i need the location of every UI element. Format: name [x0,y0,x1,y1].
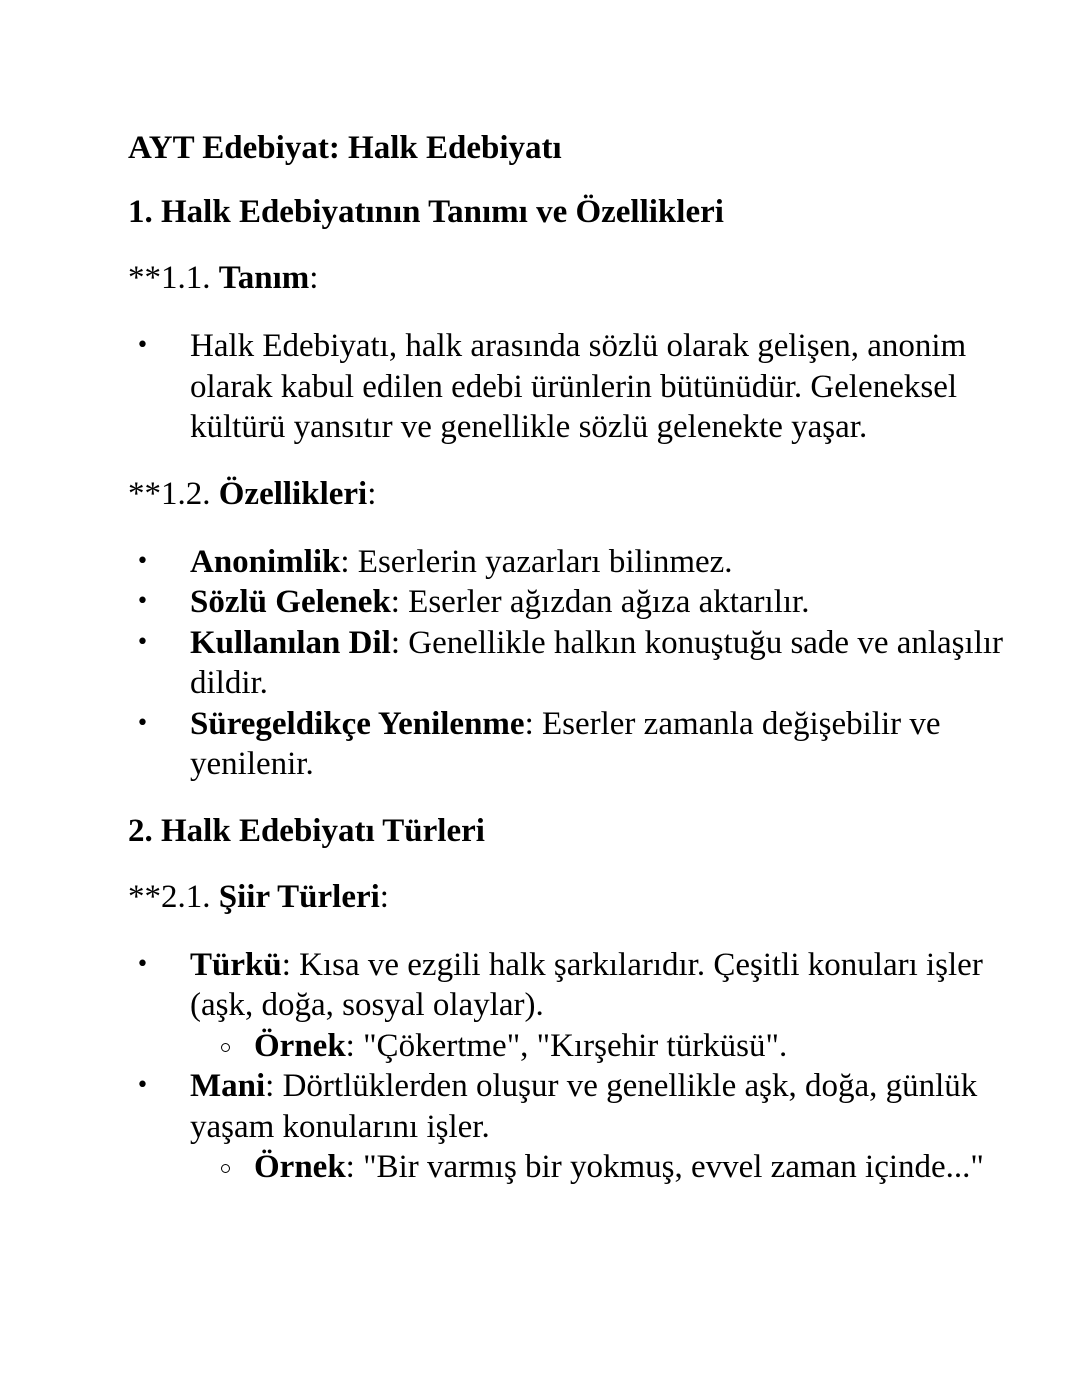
subsection-label: Şiir Türleri [218,878,380,915]
list-item-text: : Eserler zamanla değişebilir ve yenilenir. [190,705,941,782]
example-term: Örnek [254,1149,346,1185]
subsection-suffix: : [379,878,389,915]
section-1-heading: 1. Halk Edebiyatının Tanımı ve Özellikleri [128,194,724,230]
example-list [190,1026,1008,1067]
list-item-term: Türkü [190,946,282,983]
subsection-prefix: **2.1. [128,878,219,915]
list-item-text: : Eserler ağızdan ağıza aktarılır. [390,584,810,620]
subsection-label: Tanım [218,260,310,296]
subsection-1-2-heading [128,474,1008,514]
list-item-term: Sözlü Gelenek [190,584,391,620]
list-item-term: Süregeldikçe Yenilenme [190,705,525,742]
subsection-prefix: **1.1. [128,260,219,296]
subsection-suffix: : [309,260,319,296]
poetry-types-list [128,945,1008,1188]
list-item-term: Anonimlik [190,543,341,580]
document-title: AYT Edebiyat: Halk Edebiyatı [128,130,562,166]
list-item [128,326,1008,448]
list-item [128,623,1008,704]
list-item-term: Kullanılan Dil [190,624,391,661]
list-item-text: : Dörtlüklerden oluşur ve genellikle aşk, doğa, günlük yaşam konularını işler. [190,1068,978,1145]
list-item-term: Mani [190,1068,266,1104]
list-item [128,542,1008,583]
document-page [128,128,1008,1214]
example-term: Örnek [254,1027,346,1064]
example-text: : "Çökertme", "Kırşehir türküsü". [345,1027,788,1064]
definition-list [128,326,1008,448]
example-list [190,1147,1008,1188]
subsection-1-1-heading [128,258,1008,298]
list-item [128,582,1008,623]
subsection-prefix: **1.2. [128,475,219,512]
features-list [128,542,1008,785]
list-item [128,1066,1008,1188]
subsection-label: Özellikleri [218,475,368,512]
list-item-text: Halk Edebiyatı, halk arasında sözlü olarak gelişen, anonim olarak kabul edilen edebi ürünlerin bütünüdür. Geleneksel kültürü yansıtır ve genellikle sözlü gelenekte yaşar. [190,328,967,445]
example-text: : "Bir varmış bir yokmuş, evvel zaman içinde..." [345,1149,984,1185]
list-item-text: : Kısa ve ezgili halk şarkılarıdır. Çeşitli konuları işler (aşk, doğa, sosyal olaylar). [190,946,983,1023]
list-item-text: : Genellikle halkın konuştuğu sade ve anlaşılır dildir. [190,624,1004,701]
list-item [128,704,1008,785]
example-item [190,1026,1008,1067]
subsection-2-1-heading [128,877,1008,917]
subsection-suffix: : [367,475,377,512]
example-item [190,1147,1008,1188]
list-item-text: : Eserlerin yazarları bilinmez. [340,543,733,580]
list-item [128,945,1008,1067]
section-2-heading: 2. Halk Edebiyatı Türleri [128,812,485,849]
